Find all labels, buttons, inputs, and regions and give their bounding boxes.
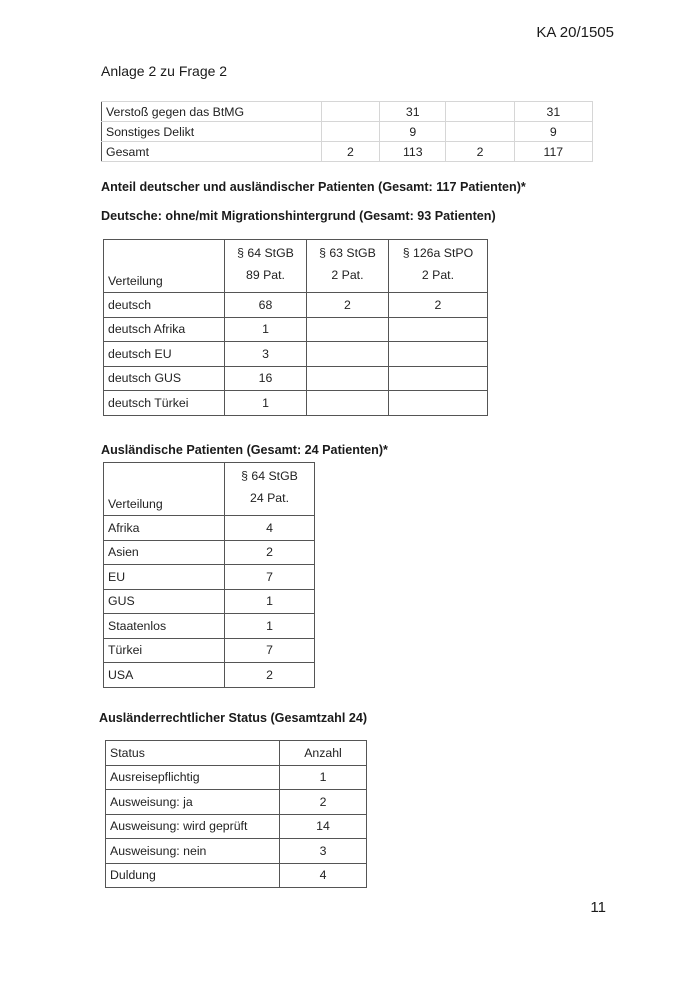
cell: 68 [225, 293, 307, 318]
row-label: Duldung [106, 863, 280, 888]
distribution-header: Verteilung [104, 240, 225, 293]
cell: 2 [280, 790, 367, 815]
cell: 2 [225, 663, 315, 688]
table-row [104, 589, 315, 614]
share-heading: Anteil deutscher und ausländischer Patienten (Gesamt: 117 Patienten)* [101, 180, 526, 194]
row-label: GUS [104, 589, 225, 614]
cell [321, 122, 379, 142]
table-row [104, 342, 488, 367]
table-header-row [104, 240, 488, 293]
cell: 1 [225, 614, 315, 639]
law-label: § 64 StGB [237, 246, 294, 260]
table-row [106, 863, 367, 888]
cell [388, 366, 487, 391]
cell: 7 [225, 565, 315, 590]
row-label: Verstoß gegen das BtMG [102, 102, 322, 122]
table-row [104, 540, 315, 565]
row-label: deutsch [104, 293, 225, 318]
patient-count: 2 Pat. [331, 268, 364, 282]
cell: 4 [280, 863, 367, 888]
patient-count: 89 Pat. [246, 268, 285, 282]
cell: 7 [225, 638, 315, 663]
cell: 1 [225, 317, 307, 342]
cell: 3 [280, 839, 367, 864]
row-label: Afrika [104, 516, 225, 541]
table-row [106, 765, 367, 790]
cell: 117 [514, 142, 592, 162]
table-row [106, 790, 367, 815]
cell: 3 [225, 342, 307, 367]
residence-status-table [105, 740, 367, 888]
patient-count: 24 Pat. [250, 491, 289, 505]
count-header: Anzahl [280, 741, 367, 766]
status-heading: Ausländerrechtlicher Status (Gesamtzahl 24) [99, 711, 368, 725]
cell [306, 317, 388, 342]
table-row [104, 391, 488, 416]
german-patients-table [103, 239, 488, 416]
cell [306, 342, 388, 367]
row-label: deutsch Türkei [104, 391, 225, 416]
offense-table [101, 101, 593, 162]
row-label: deutsch GUS [104, 366, 225, 391]
table-row [102, 102, 593, 122]
law-label: § 63 StGB [319, 246, 376, 260]
table-row [104, 638, 315, 663]
status-header: Status [106, 741, 280, 766]
cell: 9 [380, 122, 446, 142]
cell: 14 [280, 814, 367, 839]
cell: 2 [388, 293, 487, 318]
cell [321, 102, 379, 122]
table-row [104, 565, 315, 590]
cell: 2 [321, 142, 379, 162]
row-label: EU [104, 565, 225, 590]
column-header [225, 463, 315, 516]
foreign-heading: Ausländische Patienten (Gesamt: 24 Patienten)* [101, 443, 388, 457]
table-row [106, 814, 367, 839]
cell [388, 317, 487, 342]
row-label: deutsch Afrika [104, 317, 225, 342]
row-label: Ausweisung: ja [106, 790, 280, 815]
cell [306, 366, 388, 391]
law-label: § 64 StGB [241, 469, 298, 483]
german-heading: Deutsche: ohne/mit Migrationshintergrund (Gesamt: 93 Patienten) [101, 209, 496, 223]
foreign-patients-table [103, 462, 315, 688]
row-label: USA [104, 663, 225, 688]
cell [388, 342, 487, 367]
annex-title: Anlage 2 zu Frage 2 [101, 63, 228, 79]
table-row [106, 839, 367, 864]
table-row [104, 663, 315, 688]
table-row [102, 142, 593, 162]
cell: 4 [225, 516, 315, 541]
cell: 1 [280, 765, 367, 790]
cell: 2 [225, 540, 315, 565]
cell: 2 [446, 142, 514, 162]
row-label: Gesamt [102, 142, 322, 162]
table-row [104, 317, 488, 342]
cell: 1 [225, 391, 307, 416]
cell: 31 [514, 102, 592, 122]
row-label: Asien [104, 540, 225, 565]
column-header [388, 240, 487, 293]
cell: 1 [225, 589, 315, 614]
table-row [104, 614, 315, 639]
page-number: 11 [590, 899, 606, 916]
cell: 9 [514, 122, 592, 142]
column-header [225, 240, 307, 293]
document-id: KA 20/1505 [536, 24, 614, 41]
table-row [104, 293, 488, 318]
cell [306, 391, 388, 416]
cell [446, 122, 514, 142]
patient-count: 2 Pat. [421, 268, 455, 282]
cell: 31 [380, 102, 446, 122]
law-label: § 126a StPO [402, 246, 474, 260]
table-row [104, 516, 315, 541]
table-header-row [106, 741, 367, 766]
distribution-header: Verteilung [104, 463, 225, 516]
cell [388, 391, 487, 416]
row-label: Ausweisung: nein [106, 839, 280, 864]
row-label: Türkei [104, 638, 225, 663]
row-label: Ausreisepflichtig [106, 765, 280, 790]
table-row [102, 122, 593, 142]
row-label: Staatenlos [104, 614, 225, 639]
table-header-row [104, 463, 315, 516]
row-label: Sonstiges Delikt [102, 122, 322, 142]
row-label: Ausweisung: wird geprüft [106, 814, 280, 839]
column-header [306, 240, 388, 293]
cell: 2 [306, 293, 388, 318]
cell: 113 [380, 142, 446, 162]
table-row [104, 366, 488, 391]
cell [446, 102, 514, 122]
cell: 16 [225, 366, 307, 391]
row-label: deutsch EU [104, 342, 225, 367]
